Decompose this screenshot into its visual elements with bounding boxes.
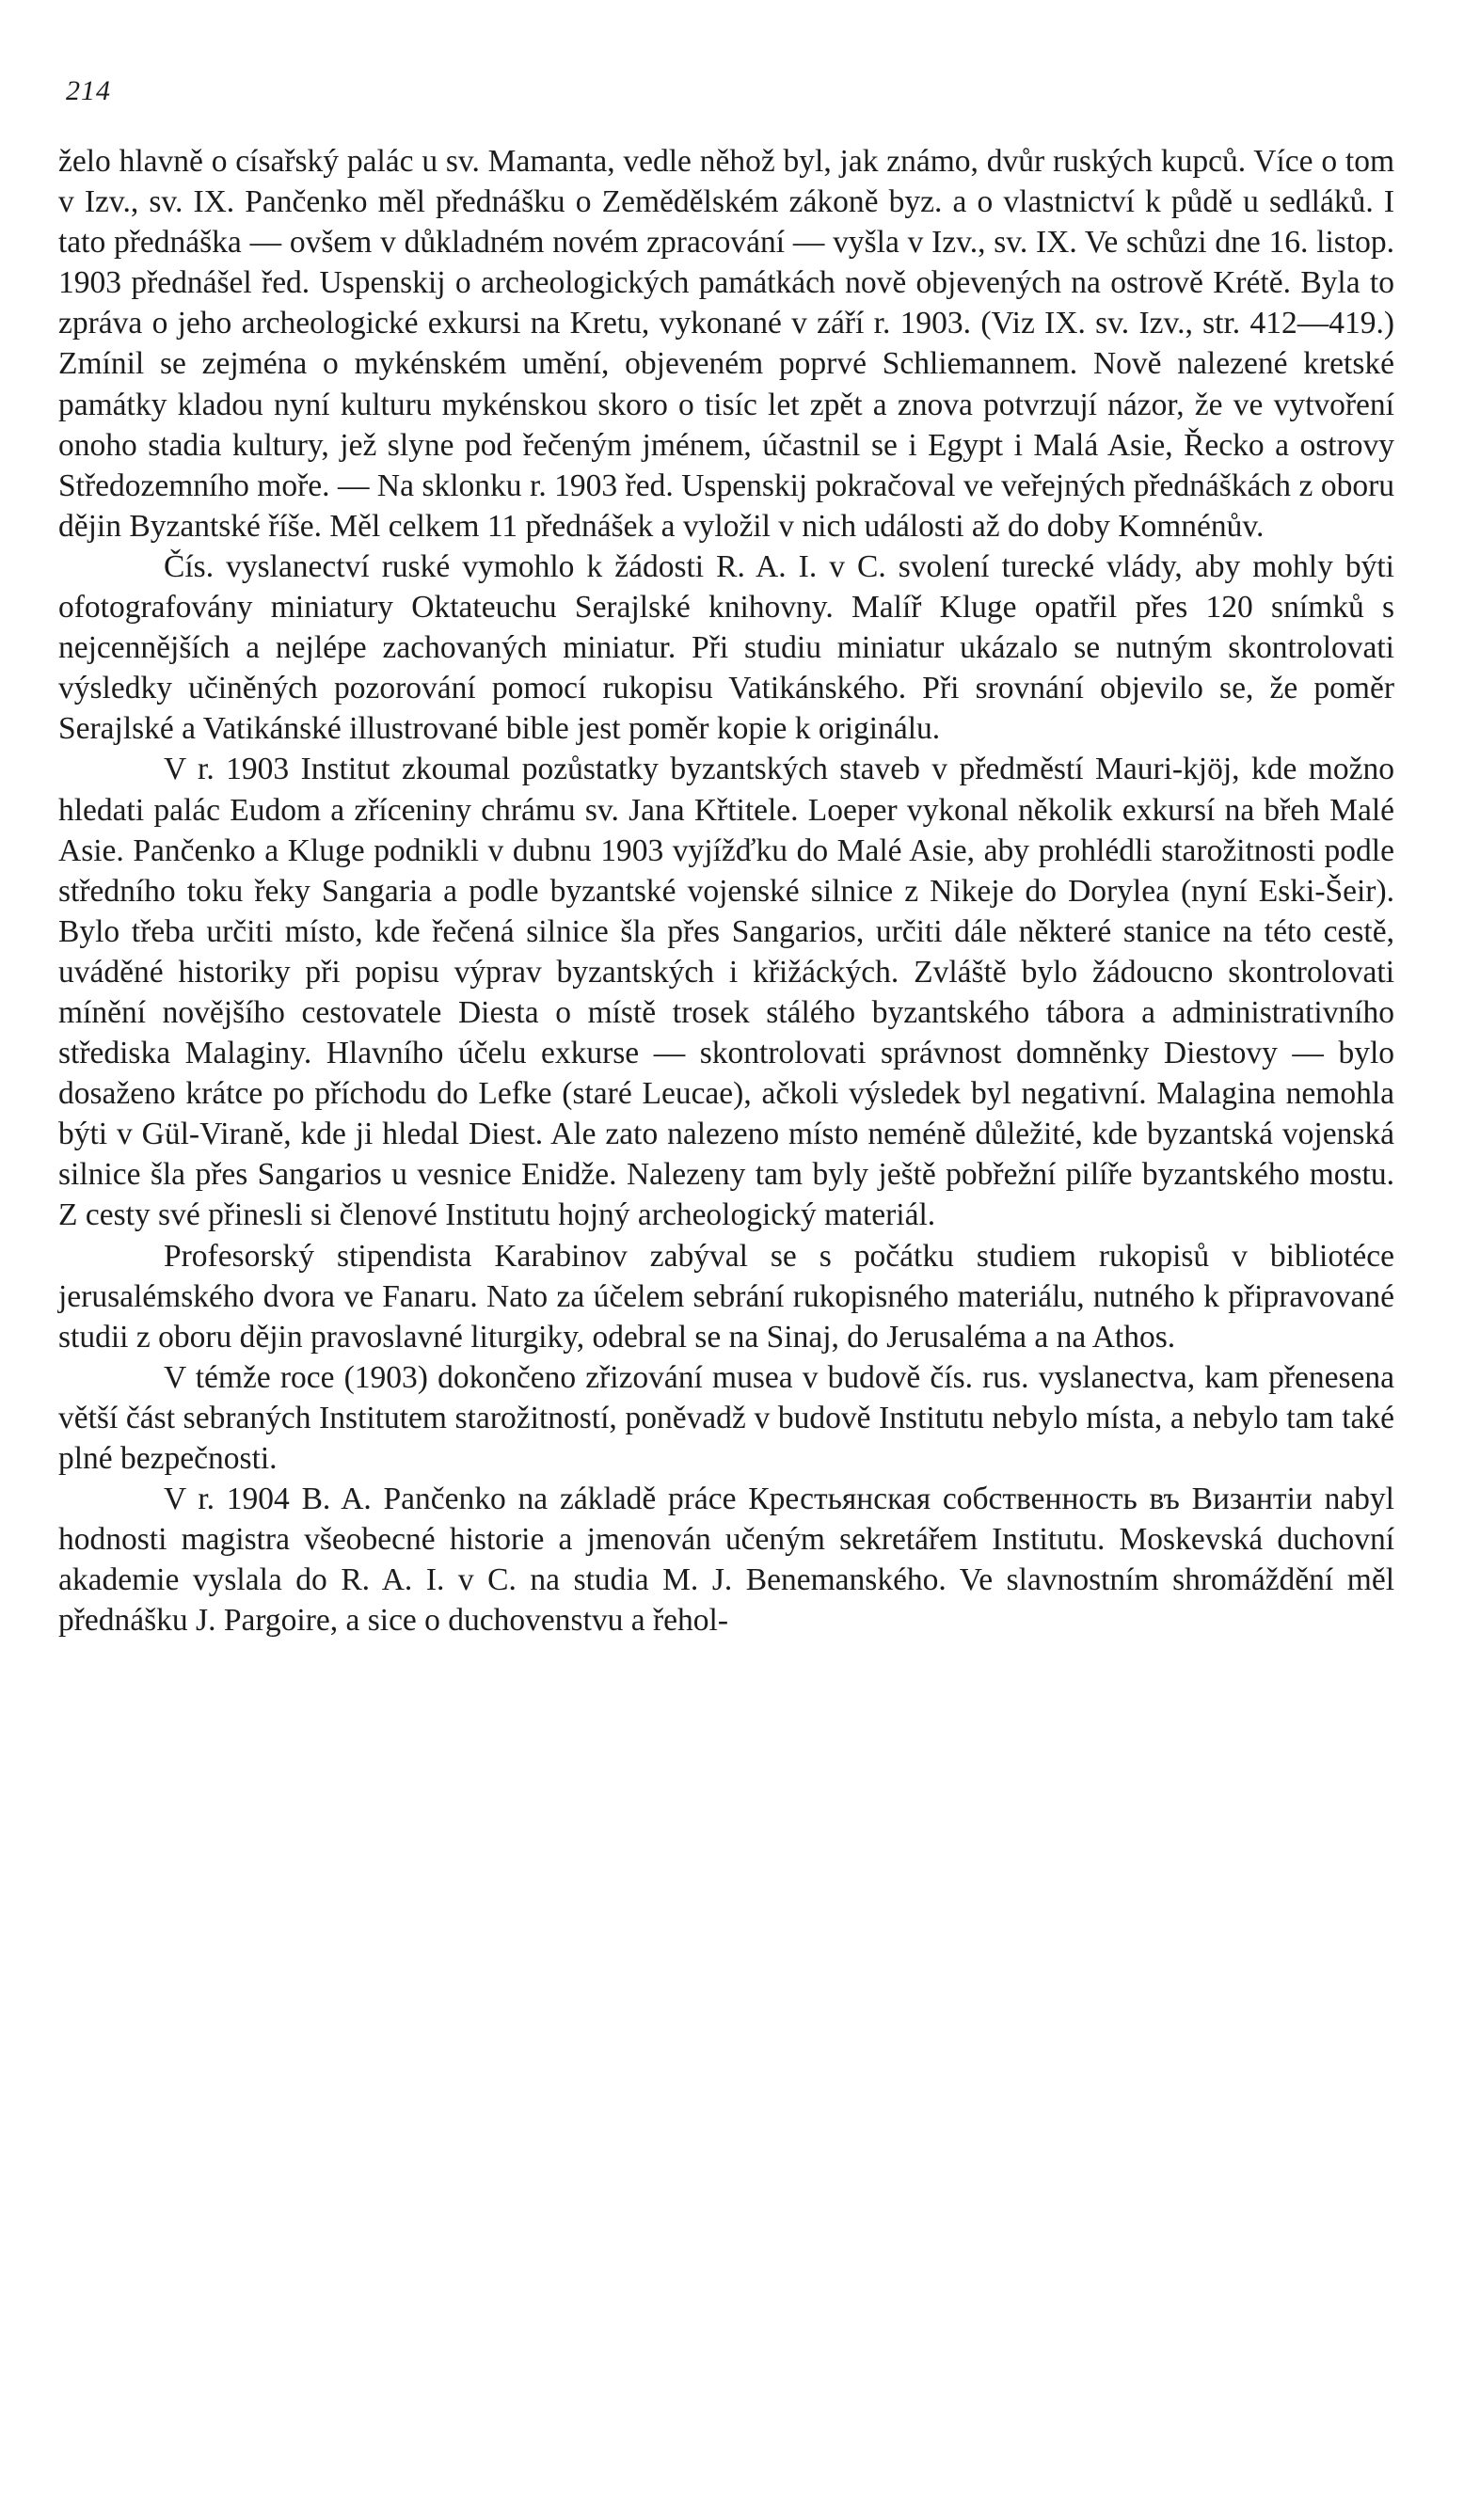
page-number: 214	[66, 75, 111, 106]
paragraph-2: Čís. vyslanectví ruské vymohlo k žádosti R. A. I. v C. svolení turecké vlády, aby mohly býti ofotografovány miniatury Oktateuchu Serajlské knihovny. Malíř Kluge opatřil přes 120 snímků s nejcennějších a nejlépe zachovaných miniatur. Při studiu miniatur ukázalo se nutným skontrolovati výsledky učiněných pozorování pomocí rukopisu Vatikánského. Při srovnání objevilo se, že poměr Serajlské a Vatikánské illustrované bible jest poměr kopie k originálu.	[58, 548, 1394, 747]
paragraph-4: Profesorský stipendista Karabinov zabýval se s počátku studiem rukopisů v bibliotéce jerusalémského dvora ve Fanaru. Nato za účelem sebrání rukopisného materiálu, nutného k připravované studii z oboru dějin pravoslavné liturgiky, odebral se na Sinaj, do Jerusaléma a na Athos.	[58, 1238, 1394, 1355]
paragraph-5: V témže roce (1903) dokončeno zřizování musea v budově čís. rus. vyslanectva, kam přenesena větší část sebraných Institutem starožitností, poněvadž v budově Institutu nebylo místa, a nebylo tam také plné bezpečnosti.	[58, 1359, 1394, 1476]
paragraph-1: želo hlavně o císařský palác u sv. Mamanta, vedle něhož byl, jak známo, dvůr ruských kupců. Více o tom v Izv., sv. IX. Pančenko měl přednášku o Zemědělském zákoně byz. a o vlastnictví k půdě u sedláků. I tato přednáška — ovšem v důkladném novém zpracování — vyšla v Izv., sv. IX. Ve schůzi dne 16. listop. 1903 přednášel řed. Uspenskij o archeologických památkách nově objevených na ostrově Krétě. Byla to zpráva o jeho archeologické exkursi na Kretu, vykonané v září r. 1903. (Viz IX. sv. Izv., str. 412—419.) Zmínil se zejména o mykénském umění, objeveném poprvé Schliemannem. Nově nalezené kretské památky kladou nyní kulturu mykénskou skoro o tisíc let zpět a znova potvrzují názor, že ve vytvoření onoho stadia kultury, jež slyne pod řečeným jménem, účastnil se i Egypt i Malá Asie, Řecko a ostrovy Středozemního moře. — Na sklonku r. 1903 řed. Uspenskij pokračoval ve veřejných přednáškách z oboru dějin Byzantské říše. Měl celkem 11 přednášek a vyložil v nich události až do doby Komnénův.	[58, 144, 1394, 544]
paragraph-3: V r. 1903 Institut zkoumal pozůstatky byzantských staveb v předměstí Mauri-kjöj, kde možno hledati palác Eudom a zříceniny chrámu sv. Jana Křtitele. Loeper vykonal několik exkursí na břeh Malé Asie. Pančenko a Kluge podnikli v dubnu 1903 vyjížďku do Malé Asie, aby prohlédli starožitnosti podle středního toku řeky Sangaria a podle byzantské vojenské silnice z Nikeje do Dorylea (nyní Eski-Šeir). Bylo třeba určiti místo, kde řečená silnice šla přes Sangarios, určiti dále některé stanice na této cestě, uváděné historiky při popisu výprav byzantských i křižáckých. Zvláště bylo žádoucno skontrolovati mínění novějšího cestovatele Diesta o místě trosek stálého byzantského tábora a administrativního střediska Malaginy. Hlavního účelu exkurse — skontrolovati správnost domněnky Diestovy — bylo dosaženo krátce po příchodu do Lefke (staré Leucae), ačkoli výsledek byl negativní. Malagina nemohla býti v Gül-Viraně, kde ji hledal Diest. Ale zato nalezeno místo neméně důležité, kde byzantská vojenská silnice šla přes Sangarios u vesnice Enidže. Nalezeny tam byly ještě pobřežní pilíře byzantského mostu. Z cesty své přinesli si členové Institutu hojný archeologický materiál.	[58, 752, 1394, 1233]
document-body	[58, 141, 1394, 1640]
paragraph-6: V r. 1904 B. A. Pančenko na základě práce Крестьянская собственность въ Византіи nabyl hodnosti magistra všeobecné historie a jmenován učeným sekretářem Institutu. Moskevská duchovní akademie vyslala do R. A. I. v C. na studia M. J. Benemanského. Ve slavnostním shromáždění měl přednášku J. Pargoire, a sice o duchovenstvu a řehol-	[58, 1482, 1394, 1639]
